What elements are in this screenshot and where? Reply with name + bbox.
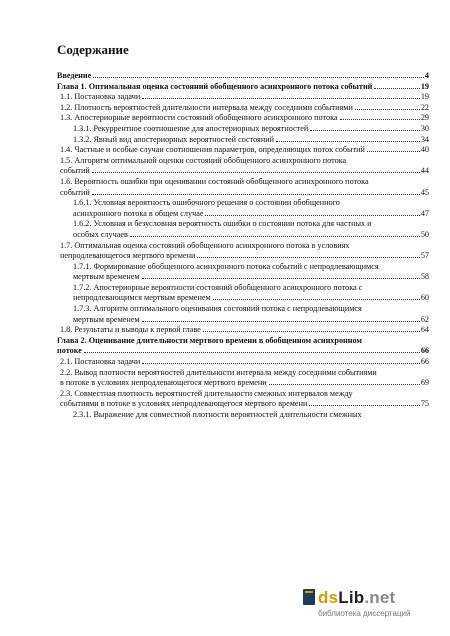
toc-page-number: 50 — [420, 229, 429, 239]
toc-entry — [57, 188, 429, 199]
toc-entry — [57, 230, 429, 241]
toc-leader-dots — [309, 404, 419, 406]
toc-entry — [57, 103, 429, 114]
toc-entry-text: 1.7.2. Апостериорные вероятности состояний обобщенного асинхронного потока с — [73, 282, 363, 292]
toc-leader-dots — [142, 277, 420, 279]
toc-entry-text: Введение — [57, 71, 92, 80]
toc-entry — [57, 71, 429, 82]
toc-entry — [57, 399, 429, 410]
toc-leader-dots — [142, 97, 420, 99]
toc-leader-dots — [130, 235, 420, 237]
toc-entry-text: в потоке в условиях непродлевающегося мертвого времени — [60, 378, 267, 388]
toc-entry-text: событий — [60, 187, 90, 197]
toc-entry-text: 1.2. Плотность вероятностей длительности интервала между соседними событиями — [60, 102, 353, 112]
toc-entry-text: 1.3.2. Явный вид апостериорных вероятностей состояний — [73, 134, 274, 144]
toc-leader-dots — [142, 320, 420, 322]
toc-entry-text: непродлевающимся мертвым временем — [73, 293, 211, 303]
toc-page-number: 66 — [420, 357, 429, 367]
toc-leader-dots — [93, 76, 424, 78]
toc-entry — [57, 113, 429, 124]
watermark-logo: dsLib.net — [318, 588, 396, 607]
toc-entry-text: 1.5. Алгоритм оптимальной оценки состояний обобщенного асинхронного потока — [60, 155, 347, 165]
toc-entry — [57, 82, 429, 93]
toc-page-number: 64 — [420, 325, 429, 335]
toc-page-number: 30 — [420, 123, 429, 133]
toc-page-number: 58 — [420, 272, 429, 282]
toc-entry — [57, 177, 429, 188]
toc-entry — [57, 135, 429, 146]
toc-entry-text: Глава 1. Оптимальная оценка состояний обобщенного асинхронного потока событий — [57, 81, 373, 91]
toc-leader-dots — [355, 108, 420, 110]
toc-entry — [57, 336, 429, 347]
toc-entry — [57, 410, 429, 421]
watermark-subtitle: библиотека диссертаций — [318, 609, 411, 618]
toc-entry-text: 1.8. Результаты и выводы к первой главе — [60, 325, 201, 335]
watermark — [318, 588, 446, 632]
toc-entry-text: 1.3. Апостериорные вероятности состояний обобщенного асинхронного потока — [60, 113, 338, 123]
toc-page-number: 19 — [420, 81, 429, 91]
toc-entry-text: 1.6. Вероятность ошибки при оценивании состояний обобщенного асинхронного потока — [60, 176, 369, 186]
toc-page-number: 69 — [420, 378, 429, 388]
toc-page-number: 4 — [424, 71, 429, 80]
toc-leader-dots — [203, 330, 420, 332]
toc-entry — [57, 283, 429, 294]
toc-entry — [57, 219, 429, 230]
toc-page-number: 60 — [420, 293, 429, 303]
toc-entry-text: Глава 2. Оценивание длительности мертвого времени в обобщенном асинхронном — [57, 335, 362, 345]
toc-leader-dots — [213, 298, 420, 300]
toc-entry-text: мертвым временем — [73, 272, 140, 282]
table-of-contents — [57, 71, 429, 421]
toc-entry-text: 2.1. Постановка задачи — [60, 357, 141, 367]
toc-entry-text: потоке — [57, 346, 82, 356]
toc-leader-dots — [92, 171, 420, 173]
toc-leader-dots — [205, 214, 419, 216]
toc-entry — [57, 315, 429, 326]
toc-entry — [57, 378, 429, 389]
toc-entry — [57, 304, 429, 315]
toc-leader-dots — [269, 383, 420, 385]
toc-leader-dots — [276, 140, 420, 142]
toc-page-number: 75 — [420, 399, 429, 409]
toc-entry — [57, 209, 429, 220]
toc-entry — [57, 389, 429, 400]
toc-entry-text: 2.3. Совместная плотность вероятностей длительности смежных интервалов между — [60, 388, 353, 398]
toc-entry — [57, 272, 429, 283]
toc-entry-text: 1.3.1. Рекуррентное соотношение для апостериорных вероятностей — [73, 123, 309, 133]
toc-entry-text: 2.2. Вывод плотности вероятностей длительности интервала между соседними событиями — [60, 367, 377, 377]
toc-page-number: 47 — [420, 208, 429, 218]
toc-entry — [57, 293, 429, 304]
toc-entry — [57, 357, 429, 368]
toc-entry-text: мертвым временем — [73, 314, 140, 324]
toc-entry-text: 1.4. Частные и особые случаи соотношения параметров, определяющих поток событий — [60, 145, 365, 155]
toc-entry-text: 1.7.3. Алгоритм оптимального оценивания состояний потока с непродлевающимся — [73, 304, 362, 314]
toc-entry — [57, 241, 429, 252]
toc-leader-dots — [340, 118, 420, 120]
toc-leader-dots — [310, 129, 420, 131]
toc-entry — [57, 368, 429, 379]
toc-entry-text: 1.1. Постановка задачи — [60, 92, 141, 102]
toc-page-number: 66 — [420, 346, 429, 356]
toc-page-number: 44 — [420, 166, 429, 176]
toc-leader-dots — [367, 150, 420, 152]
toc-entry-text: событиями в потоке в условиях непродлевающегося мертвого времени — [60, 399, 308, 409]
toc-entry — [57, 325, 429, 336]
toc-page-number: 22 — [420, 102, 429, 112]
toc-page-number: 40 — [420, 145, 429, 155]
toc-leader-dots — [197, 256, 419, 258]
toc-leader-dots — [374, 87, 419, 89]
toc-leader-dots — [84, 351, 420, 353]
toc-page-number: 45 — [420, 187, 429, 197]
toc-entry — [57, 156, 429, 167]
toc-page-number: 34 — [420, 134, 429, 144]
book-icon — [302, 588, 316, 606]
toc-entry-text: событий — [60, 166, 90, 176]
toc-page-number: 62 — [420, 314, 429, 324]
toc-entry — [57, 251, 429, 262]
toc-entry-text: 1.6.1. Условная вероятность ошибочного решения о состоянии обобщенного — [73, 198, 340, 208]
toc-entry — [57, 198, 429, 209]
toc-leader-dots — [92, 193, 420, 195]
toc-entry-text: 1.6.2. Условная и безусловная вероятность ошибки о состоянии потока для частных и — [73, 219, 372, 229]
toc-page-number: 29 — [420, 113, 429, 123]
toc-entry-text: 2.3.1. Выражение для совместной плотности вероятностей длительности смежных — [73, 410, 362, 419]
toc-entry — [57, 92, 429, 103]
toc-entry — [57, 166, 429, 177]
toc-entry-text: асинхронного потока в общем случае — [73, 208, 204, 218]
toc-page-number: 19 — [420, 92, 429, 102]
toc-entry — [57, 124, 429, 135]
toc-page-number: 57 — [420, 251, 429, 261]
toc-entry-text: особых случаев — [73, 229, 128, 239]
toc-entry — [57, 145, 429, 156]
toc-leader-dots — [142, 362, 420, 364]
page-title: Содержание — [57, 42, 129, 57]
toc-entry — [57, 346, 429, 357]
toc-entry-text: 1.7. Оптимальная оценка состояний обобщенного асинхронного потока в условиях — [60, 240, 350, 250]
toc-entry-text: непродлевающегося мертвого времени — [60, 251, 196, 261]
toc-entry — [57, 262, 429, 273]
toc-entry-text: 1.7.1. Формирование обобщенного асинхронного потока событий с непродлевающимся — [73, 261, 379, 271]
